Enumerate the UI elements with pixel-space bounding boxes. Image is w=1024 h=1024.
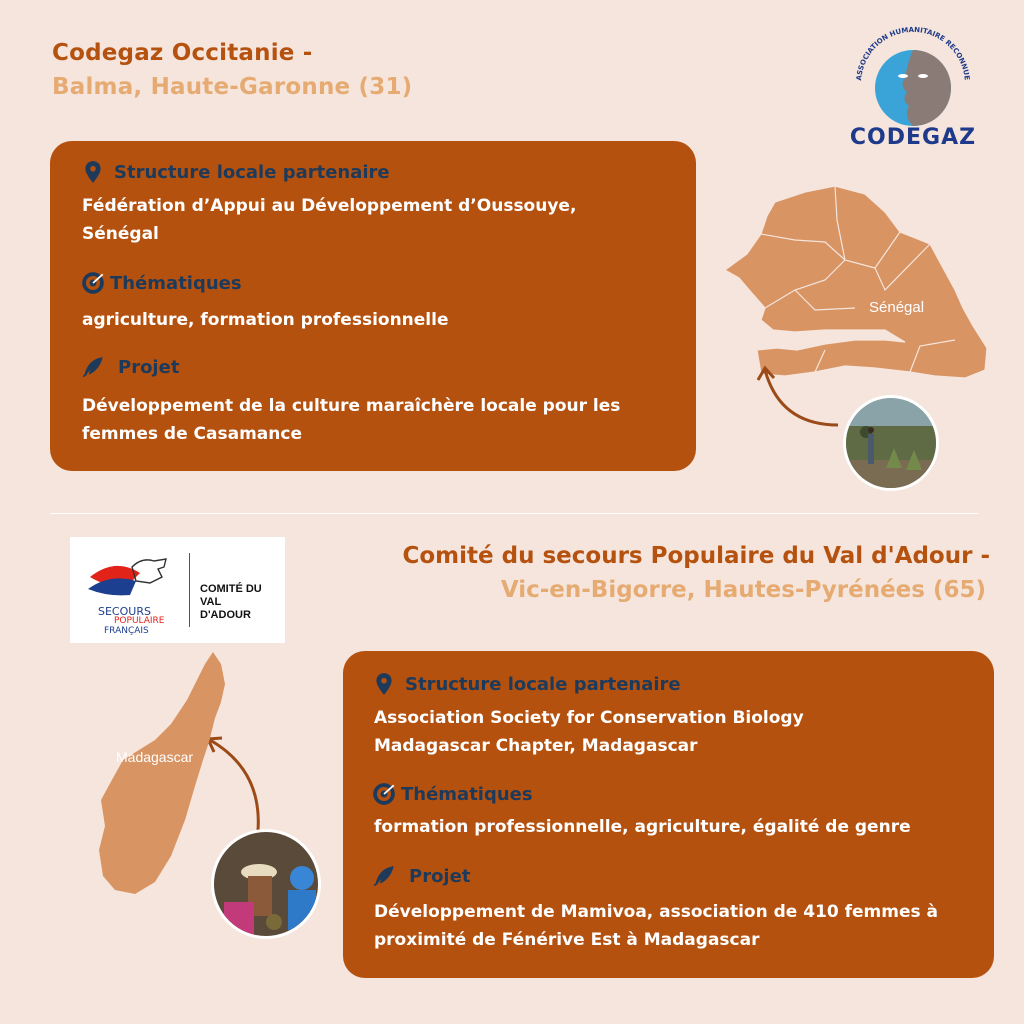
workshop-photo [211, 829, 321, 939]
themes-text [374, 813, 911, 841]
section2-subtitle: Vic-en-Bigorre, Hautes-Pyrénées (65) [500, 577, 986, 603]
project-heading-row [80, 354, 179, 380]
svg-text:FRANÇAIS: FRANÇAIS [104, 626, 149, 636]
structure-heading: Structure locale partenaire [405, 673, 681, 695]
section1-title: Codegaz Occitanie - [52, 40, 313, 66]
project-line: proximité de Fénérive Est à Madagascar [374, 930, 760, 950]
themes-line: formation professionnelle, agriculture, égalité de genre [374, 817, 911, 837]
location-pin-icon [371, 671, 397, 697]
themes-text [82, 306, 449, 334]
senegal-label: Sénégal [869, 299, 925, 316]
structure-line: Sénégal [82, 224, 159, 244]
secours-populaire-logo [70, 537, 285, 643]
field-photo [843, 395, 939, 491]
project-heading: Projet [118, 356, 180, 378]
quill-icon [371, 863, 397, 889]
target-icon [371, 781, 397, 807]
structure-line: Madagascar Chapter, Madagascar [374, 736, 698, 756]
madagascar-label: Madagascar [116, 749, 194, 765]
structure-text [374, 704, 804, 760]
logo-divider [189, 553, 190, 627]
quill-icon [80, 354, 106, 380]
target-icon [80, 270, 106, 296]
section1-subtitle: Balma, Haute-Garonne (31) [52, 74, 413, 100]
themes-heading-row [80, 270, 242, 296]
themes-heading: Thématiques [401, 783, 533, 805]
section2-title: Comité du secours Populaire du Val d'Adour - [402, 543, 990, 569]
svg-text:SECOURS: SECOURS [98, 605, 151, 618]
project-heading-row [371, 863, 470, 889]
structure-heading-row [80, 159, 390, 185]
svg-text:POPULAIRE: POPULAIRE [114, 616, 165, 626]
comite-label: COMITÉ DU VAL D'ADOUR [200, 583, 262, 621]
section2-info-card [343, 651, 994, 978]
project-line: Développement de Mamivoa, association de 410 femmes à [374, 902, 939, 922]
structure-heading-row [371, 671, 681, 697]
themes-line: agriculture, formation professionnelle [82, 310, 449, 330]
themes-heading-row [371, 781, 533, 807]
project-text [82, 392, 620, 448]
codegaz-logo [833, 20, 993, 148]
senegal-map [725, 180, 990, 385]
section1-info-card [50, 141, 696, 471]
location-pin-icon [80, 159, 106, 185]
themes-heading: Thématiques [110, 272, 242, 294]
codegaz-wordmark: CODEGAZ [849, 125, 977, 148]
project-text [374, 898, 938, 954]
structure-line: Fédération d’Appui au Développement d’Oussouye, [82, 196, 577, 216]
project-line: Développement de la culture maraîchère locale pour les [82, 396, 621, 416]
svg-text:ASSOCIATION HUMANITAIRE RECONN: ASSOCIATION HUMANITAIRE RECONNUE [855, 25, 971, 82]
structure-line: Association Society for Conservation Biology [374, 708, 804, 728]
project-heading: Projet [409, 865, 471, 887]
structure-heading: Structure locale partenaire [114, 161, 390, 183]
project-line: femmes de Casamance [82, 424, 302, 444]
section-divider [50, 513, 978, 514]
structure-text [82, 192, 576, 248]
